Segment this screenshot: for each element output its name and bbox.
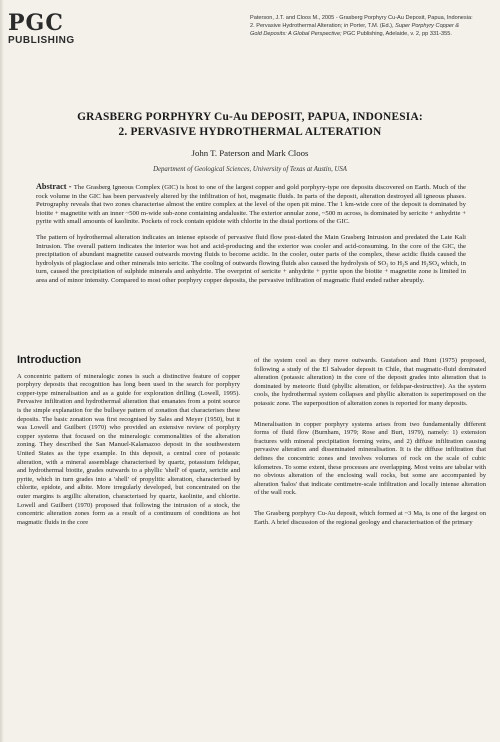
intro-paragraph-left: A concentric pattern of mineralogic zones is such a distinctive feature of copper porphyry deposits that recognition has long been used in the search for porphyry copper-type mineralisation and as a guide for exploration drilling (Lowell, 1995). Pervasive infiltration and hydrothermal alteration that emanates from a point source is the simple explanation for the bullseye pattern of zonation that characterises these deposits. The basic zonation was first recognised by Sales and Meyer (1950), but it was Lowell and Guilbert (1970) who provided an extensive review of porphyry copper systems that focused on the mineralogic commonalities of the alteration zoning. They described the San Manuel-Kalamazoo deposit in the southwestern United States as the type example. In this deposit, a central core of potassic alteration, with a mineral assemblage characterised by quartz, potassium feldspar, and hydrothermal biotite, grades outwards to a phyllic 'shell' of quartz, sericite and pyrite, which in turn grades into a 'shell' of propylitic alteration, characterised by chlorite, epidote, and albite. More irregularly developed, but concentrated on the outer margins is argillic alteration, characterised by quartz, kaolinite, and chlorite. Lowell and Guilbert (1970) proposed that following the intrusion of a stock, the concentric alteration zones form as a result of a continuum of conditions as hot magmatic fluids in the core (17, 372, 240, 526)
logo-text: PGC (8, 10, 64, 36)
intro-paragraph-right-3: The Grasberg porphyry Cu-Au deposit, which formed at ~3 Ma, is one of the largest on Earth. A brief discussion of the regional geology and characterisation of the primary (254, 509, 486, 526)
logo-subtext: PUBLISHING (8, 35, 75, 46)
abstract-paragraph-1: Abstract - The Grasberg Igneous Complex (GIC) is host to one of the largest copper and gold porphyry-type ore deposits discovered on Earth. Much of the rock volume in the GIC has been pervasively altered by the infiltration of hot, magmatic fluids. In parts of the deposit, alteration destroyed all igneous phases. Petrography reveals that two zones characterise almost the entire complex at the level of the open pit mine. The 1 km-wide core of the deposit is dominated by biotite + magnetite with an inner ~500 m-wide sub-zone containing andalusite. The exterior annular zone, ~500 m across, is dominated by sericite + anhydrite + pyrite with small amounts of kaolinite. Pockets of rock contain epidote with chlorite in the distal portions of the GIC. (36, 182, 466, 226)
abstract-paragraph-2: The pattern of hydrothermal alteration indicates an intense episode of pervasive fluid flow post-dated the Main Grasberg Intrusion and predated the Late Kali Intrusion. The overall pattern indicates the interior was hot and acid-producing and the exterior was cooler and acid-consuming. In the core of the GIC, the precipitation of abundant magnetite caused outwards moving fluids to become acidic. In the cooler, outer parts of the complex, these acidic fluids caused the hydrolysis of plagioclase and other minerals into sericite. The cooling of outwards flowing fluids also caused the hydrolysis of SO₂ to H₂S and H₂SO₄ which, in turn, caused the precipitation of sulphide minerals and anhydrite. The overprint of sericite + anhydrite + pyrite upon the biotite + magnetite zone is limited in area and of minor intensity. Compared to most other porphyry copper deposits, the pervasive infiltration of magmatic fluid ended rather abruptly. (36, 233, 466, 284)
affiliation: Department of Geological Sciences, University of Texas at Austin, USA (153, 166, 347, 173)
title-line-1: GRASBERG PORPHYRY Cu-Au DEPOSIT, PAPUA, INDONESIA: (77, 111, 423, 123)
citation-block (250, 14, 494, 38)
citation-line-1: Paterson, J.T. and Cloos M., 2005 - Grasberg Porphyry Cu-Au Deposit, Papua, Indonesia: (250, 15, 473, 21)
intro-paragraph-right-1: of the system cool as they move outwards. Gustafson and Hunt (1975) proposed, following a study of the El Salvador deposit in Chile, that magmatic-fluid dominated alteration (potassic alteration) in the core of the deposit grades into alteration that is dominated by meteoric fluid (phyllic alteration, or feldspar-destructive). As the system cools, the hydrothermal system collapses and phyllic alteration is superimposed on the potassic zone. The superposition of alteration zones is reported for many deposits. (254, 357, 486, 407)
right-column (254, 357, 486, 539)
publisher-logo (8, 12, 80, 46)
intro-paragraph-right-2: Mineralisation in copper porphyry systems arises from two fundamentally different forms of fluid flow (Burnham, 1979; Rose and Burt, 1979), namely: 1) extension fractures with mineral precipitation forming veins, and 2) diffuse infiltration causing pervasive alteration and disseminated mineralisation. It is the diffuse infiltration that defines the concentric zones and involves volumes of rock on the scale of cubic kilometres. To some extent, these processes are overlapping. Most veins are tabular with no obvious alteration of the enclosing wall rocks, but some are accompanied by alteration 'halos' that indicate centimetre-scale infiltration and locally intense alteration of the wall rock. (254, 420, 486, 497)
abstract-lead: Abstract - (36, 182, 74, 191)
abstract (36, 183, 466, 293)
citation-line-3: Gold Deposits: A Global Perspective; PGC Publishing, Adelaide, v. 2, pp 331-355. (250, 31, 452, 37)
title-line-2: 2. PERVASIVE HYDROTHERMAL ALTERATION (118, 125, 382, 138)
section-heading-introduction: Introduction (17, 354, 82, 366)
citation-line-2: 2. Pervasive Hydrothermal Alteration; in Porter, T.M. (Ed.), Super Porphyry Copper & (250, 23, 460, 29)
paper-title (10, 110, 490, 139)
authors: John T. Paterson and Mark Cloos (191, 148, 309, 158)
page-spine-shadow (0, 0, 4, 742)
left-column (17, 350, 240, 527)
